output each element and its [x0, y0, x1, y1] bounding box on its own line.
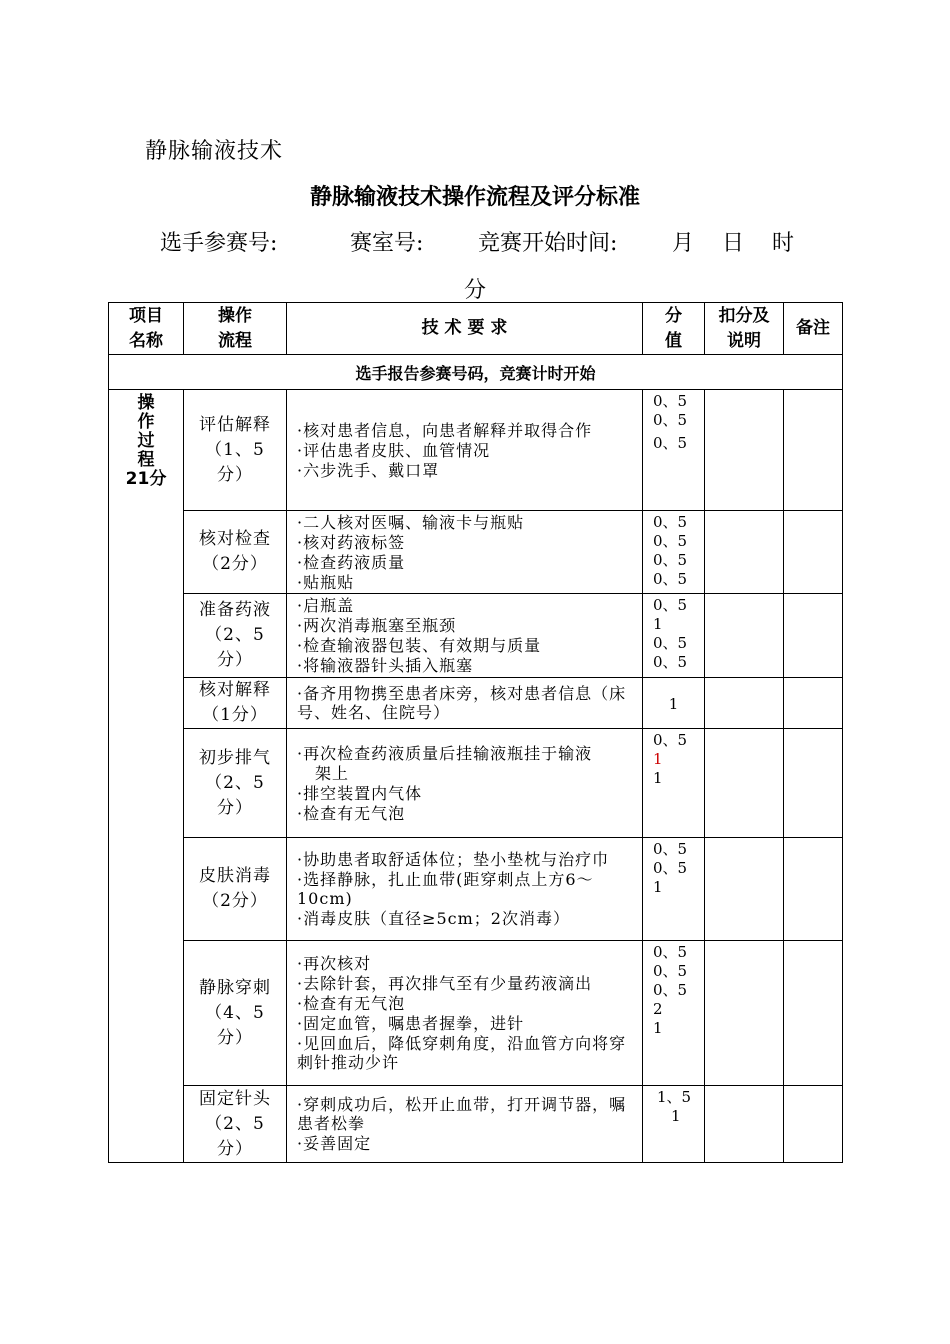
section-name: 操 作 过 程 21分	[125, 393, 167, 489]
step-cell	[184, 1086, 287, 1163]
step-label: 皮肤消毒 （2分）	[199, 866, 271, 911]
deduction-cell	[705, 729, 784, 838]
step-label: 准备药液 （2、5 分）	[199, 600, 271, 670]
month-label: 月	[672, 231, 695, 256]
remarks-header	[784, 303, 843, 355]
deduction-cell	[705, 678, 784, 729]
remarks-cell	[784, 594, 843, 678]
requirement-item: ·评估患者皮肤、血管情况	[297, 440, 491, 460]
requirement-item: ·妥善固定	[297, 1134, 372, 1153]
deduction-cell	[705, 941, 784, 1086]
start-time-label: 竞赛开始时间:	[478, 231, 618, 256]
requirement-item: ·消毒皮肤（直径≥5cm；2次消毒）	[297, 909, 570, 928]
score-value: 0、5	[653, 411, 688, 429]
requirement-item: ·检查输液器包装、有效期与质量	[297, 636, 542, 655]
step-cell	[184, 678, 287, 729]
score-cell	[643, 838, 705, 941]
requirements-cell	[287, 1086, 643, 1163]
table-row	[109, 594, 843, 678]
requirements-cell	[287, 390, 643, 511]
score-value: 1	[671, 1107, 681, 1125]
requirement-item: ·核对患者信息，向患者解释并取得合作	[297, 420, 593, 440]
score-cell	[643, 729, 705, 838]
requirement-item: ·检查有无气泡	[297, 994, 406, 1013]
score-value: 0、5	[653, 962, 688, 980]
step-label: 初步排气 （2、5 分）	[199, 747, 271, 818]
requirements-cell	[287, 678, 643, 729]
score-value: 1、5	[657, 1088, 692, 1106]
step-cell	[184, 594, 287, 678]
score-value: 1	[668, 694, 679, 713]
table-row	[109, 941, 843, 1086]
requirements-header	[287, 303, 643, 355]
requirement-item: ·将输液器针头插入瓶塞	[297, 656, 474, 675]
timer-start-banner: 选手报告参赛号码，竞赛计时开始	[109, 355, 843, 390]
score-header-text: 分 值	[665, 305, 682, 351]
step-cell	[184, 941, 287, 1086]
section-name-cell	[109, 390, 184, 1163]
step-label: 静脉穿刺 （4、5 分）	[199, 977, 271, 1048]
step-label: 固定针头 （2、5 分）	[199, 1088, 271, 1159]
score-cell	[643, 511, 705, 594]
score-cell	[643, 390, 705, 511]
requirement-item: ·选择静脉，扎止血带(距穿刺点上方6～10cm)	[297, 870, 594, 908]
requirement-item: ·检查药液质量	[297, 552, 406, 572]
score-value: 0、5	[653, 731, 688, 749]
day-label: 日	[722, 231, 745, 256]
score-value: 0、5	[653, 532, 688, 550]
requirements-cell	[287, 838, 643, 941]
step-cell	[184, 838, 287, 941]
remarks-cell	[784, 1086, 843, 1163]
score-value-highlighted: 1	[653, 750, 663, 768]
requirement-item: ·备齐用物携至患者床旁，核对患者信息（床号、姓名、住院号）	[297, 684, 627, 722]
requirement-item: ·去除针套，再次排气至有少量药液滴出	[297, 974, 593, 993]
requirement-item: ·排空装置内气体	[297, 783, 423, 803]
requirement-item: ·二人核对医嘱、输液卡与瓶贴	[297, 512, 525, 532]
remarks-cell	[784, 838, 843, 941]
remarks-header-text: 备注	[796, 318, 830, 338]
score-value: 0、5	[653, 653, 688, 671]
requirement-item: ·穿刺成功后，松开止血带，打开调节器，嘱患者松拳	[297, 1095, 627, 1133]
document-header: 静脉输液技术	[145, 139, 284, 164]
score-value: 0、5	[653, 513, 688, 531]
process-header-text: 操作 流程	[218, 305, 252, 351]
score-value: 1	[653, 1019, 663, 1037]
contestant-info-line	[160, 226, 794, 257]
remarks-cell	[784, 941, 843, 1086]
hour-label: 时	[772, 231, 795, 256]
requirement-item: ·固定血管，嘱患者握拳，进针	[297, 1014, 525, 1033]
deduction-header	[705, 303, 784, 355]
table-row	[109, 1086, 843, 1163]
remarks-cell	[784, 511, 843, 594]
requirement-item: ·再次检查药液质量后挂输液瓶挂于输液	[297, 743, 593, 763]
score-value: 0、5	[653, 551, 688, 569]
contestant-number-label: 选手参赛号:	[160, 231, 278, 256]
score-value: 1	[653, 878, 663, 896]
step-label: 评估解释 （1、5 分）	[199, 414, 271, 485]
score-cell	[643, 594, 705, 678]
minute-label: 分	[464, 278, 487, 303]
remarks-cell	[784, 729, 843, 838]
table-row	[109, 511, 843, 594]
requirements-header-text: 技 术 要 求	[421, 318, 508, 338]
step-cell	[184, 390, 287, 511]
requirements-cell	[287, 729, 643, 838]
deduction-cell	[705, 594, 784, 678]
table-row	[109, 729, 843, 838]
process-header	[184, 303, 287, 355]
requirements-cell	[287, 511, 643, 594]
table-header-row	[109, 303, 843, 355]
score-value: 0、5	[653, 570, 688, 588]
banner-row	[109, 355, 843, 390]
requirement-item: ·启瓶盖	[297, 596, 355, 615]
score-header	[643, 303, 705, 355]
deduction-cell	[705, 1086, 784, 1163]
score-cell	[643, 1086, 705, 1163]
score-value: 0、5	[653, 634, 688, 652]
remarks-cell	[784, 390, 843, 511]
requirements-cell	[287, 941, 643, 1086]
step-cell	[184, 511, 287, 594]
project-name-header-text: 项目 名称	[129, 305, 163, 351]
table-row	[109, 838, 843, 941]
requirement-item: ·见回血后，降低穿刺角度，沿血管方向将穿刺针推动少许	[297, 1034, 627, 1072]
step-cell	[184, 729, 287, 838]
deduction-cell	[705, 390, 784, 511]
score-cell	[643, 678, 705, 729]
document-title: 静脉输液技术操作流程及评分标准	[309, 185, 640, 210]
score-value: 0、5	[653, 859, 688, 877]
room-number-label: 赛室号:	[350, 231, 424, 256]
score-cell	[643, 941, 705, 1086]
score-value: 0、5	[653, 434, 688, 452]
score-value: 1	[653, 769, 663, 787]
step-label: 核对解释 （1分）	[199, 680, 271, 725]
deduction-cell	[705, 838, 784, 941]
score-value: 1	[653, 615, 663, 633]
score-value: 0、5	[653, 392, 688, 410]
project-name-header	[109, 303, 184, 355]
requirement-item: ·贴瓶贴	[297, 572, 355, 592]
score-value: 2	[653, 1000, 663, 1018]
deduction-header-text: 扣分及 说明	[718, 305, 770, 351]
requirement-item: ·六步洗手、戴口罩	[297, 460, 440, 480]
table-row	[109, 678, 843, 729]
deduction-cell	[705, 511, 784, 594]
score-value: 0、5	[653, 981, 688, 999]
requirements-cell	[287, 594, 643, 678]
step-label: 核对检查 （2分）	[199, 529, 271, 574]
requirement-item: 架上	[315, 763, 350, 783]
score-value: 0、5	[653, 840, 688, 858]
scoring-table	[108, 302, 843, 1163]
score-value: 0、5	[653, 943, 688, 961]
requirement-item: ·两次消毒瓶塞至瓶颈	[297, 616, 457, 635]
requirement-item: ·检查有无气泡	[297, 803, 406, 823]
table-row	[109, 390, 843, 511]
score-value: 0、5	[653, 596, 688, 614]
requirement-item: ·协助患者取舒适体位；垫小垫枕与治疗巾	[297, 850, 610, 869]
remarks-cell	[784, 678, 843, 729]
requirement-item: ·核对药液标签	[297, 532, 406, 552]
requirement-item: ·再次核对	[297, 954, 372, 973]
